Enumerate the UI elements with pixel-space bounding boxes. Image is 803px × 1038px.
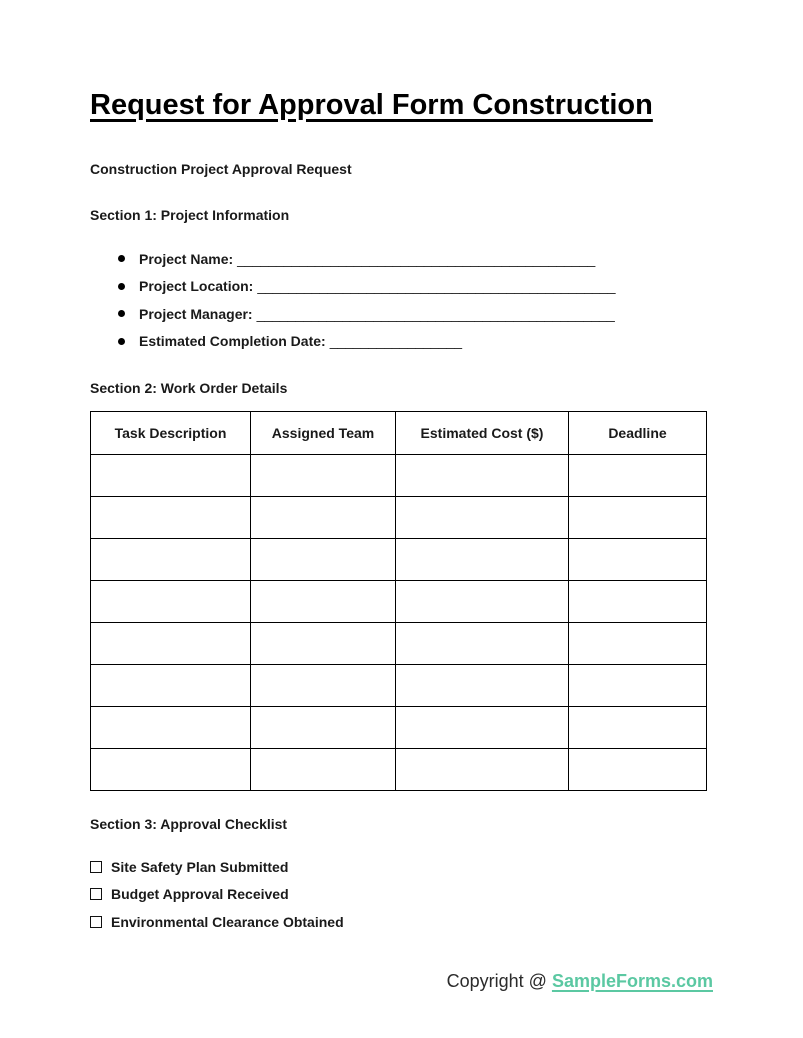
bullet-icon: [118, 310, 125, 317]
copyright-text: Copyright @: [446, 970, 547, 991]
checklist-item-site-safety: [90, 853, 713, 881]
sampleforms-link[interactable]: SampleForms.com: [551, 970, 713, 991]
table-row: [91, 581, 707, 623]
bullet-icon: [118, 338, 125, 345]
table-cell[interactable]: [251, 455, 396, 497]
work-order-table-body: [91, 455, 707, 791]
work-order-table: [90, 411, 707, 791]
table-cell[interactable]: [91, 455, 251, 497]
table-cell[interactable]: [396, 581, 569, 623]
table-cell[interactable]: [251, 623, 396, 665]
table-cell[interactable]: [251, 665, 396, 707]
column-header-estimated-cost: Estimated Cost ($): [396, 412, 569, 455]
table-cell[interactable]: [91, 539, 251, 581]
table-cell[interactable]: [396, 497, 569, 539]
form-subtitle: Construction Project Approval Request: [90, 161, 352, 177]
table-row: [91, 497, 707, 539]
table-row: [91, 539, 707, 581]
column-header-deadline: Deadline: [569, 412, 707, 455]
table-cell[interactable]: [396, 665, 569, 707]
bullet-icon: [118, 283, 125, 290]
checkbox-icon[interactable]: [90, 861, 102, 873]
table-cell[interactable]: [396, 749, 569, 791]
table-cell[interactable]: [91, 665, 251, 707]
table-header-row: [91, 412, 707, 455]
table-cell[interactable]: [569, 539, 707, 581]
table-cell[interactable]: [251, 581, 396, 623]
section3-heading: Section 3: Approval Checklist: [90, 816, 288, 832]
table-cell[interactable]: [396, 623, 569, 665]
field-row-project-location: [90, 273, 713, 301]
checkbox-icon[interactable]: [90, 888, 102, 900]
table-cell[interactable]: [396, 707, 569, 749]
table-cell[interactable]: [396, 455, 569, 497]
table-cell[interactable]: [251, 749, 396, 791]
column-header-task-description: Task Description: [91, 412, 251, 455]
field-row-completion-date: [90, 328, 713, 356]
column-header-assigned-team: Assigned Team: [251, 412, 396, 455]
table-cell[interactable]: [569, 623, 707, 665]
table-row: [91, 665, 707, 707]
table-cell[interactable]: [569, 665, 707, 707]
checklist-item-environmental-clearance: [90, 908, 713, 936]
table-cell[interactable]: [91, 497, 251, 539]
project-info-fields: [90, 245, 713, 355]
table-cell[interactable]: [569, 497, 707, 539]
table-row: [91, 707, 707, 749]
project-name-label: Project Name:: [139, 250, 234, 267]
checklist-label: Budget Approval Received: [111, 886, 289, 903]
checklist-label: Site Safety Plan Submitted: [111, 858, 289, 875]
table-cell[interactable]: [569, 707, 707, 749]
bullet-icon: [118, 255, 125, 262]
project-name-blank[interactable]: ______________________________________________: [237, 250, 596, 267]
field-row-project-manager: [90, 300, 713, 328]
table-cell[interactable]: [569, 455, 707, 497]
table-cell[interactable]: [251, 497, 396, 539]
project-manager-label: Project Manager:: [139, 305, 253, 322]
project-location-blank[interactable]: ______________________________________________: [257, 278, 616, 295]
table-row: [91, 749, 707, 791]
table-cell[interactable]: [396, 539, 569, 581]
table-cell[interactable]: [91, 623, 251, 665]
table-cell[interactable]: [91, 581, 251, 623]
project-location-label: Project Location:: [139, 278, 254, 295]
page-title: Request for Approval Form Construction: [90, 89, 653, 121]
page-footer: [90, 970, 713, 992]
table-cell[interactable]: [569, 581, 707, 623]
completion-date-label: Estimated Completion Date:: [139, 333, 326, 350]
table-cell[interactable]: [251, 707, 396, 749]
table-cell[interactable]: [251, 539, 396, 581]
completion-date-blank[interactable]: _________________: [329, 333, 463, 350]
checkbox-icon[interactable]: [90, 916, 102, 928]
table-cell[interactable]: [569, 749, 707, 791]
table-cell[interactable]: [91, 749, 251, 791]
table-cell[interactable]: [91, 707, 251, 749]
table-row: [91, 455, 707, 497]
section2-heading: Section 2: Work Order Details: [90, 380, 288, 396]
field-row-project-name: [90, 245, 713, 273]
approval-checklist: [90, 853, 713, 936]
checklist-item-budget-approval: [90, 881, 713, 909]
table-row: [91, 623, 707, 665]
project-manager-blank[interactable]: ______________________________________________: [256, 305, 615, 322]
checklist-label: Environmental Clearance Obtained: [111, 913, 344, 930]
section1-heading: Section 1: Project Information: [90, 207, 290, 223]
